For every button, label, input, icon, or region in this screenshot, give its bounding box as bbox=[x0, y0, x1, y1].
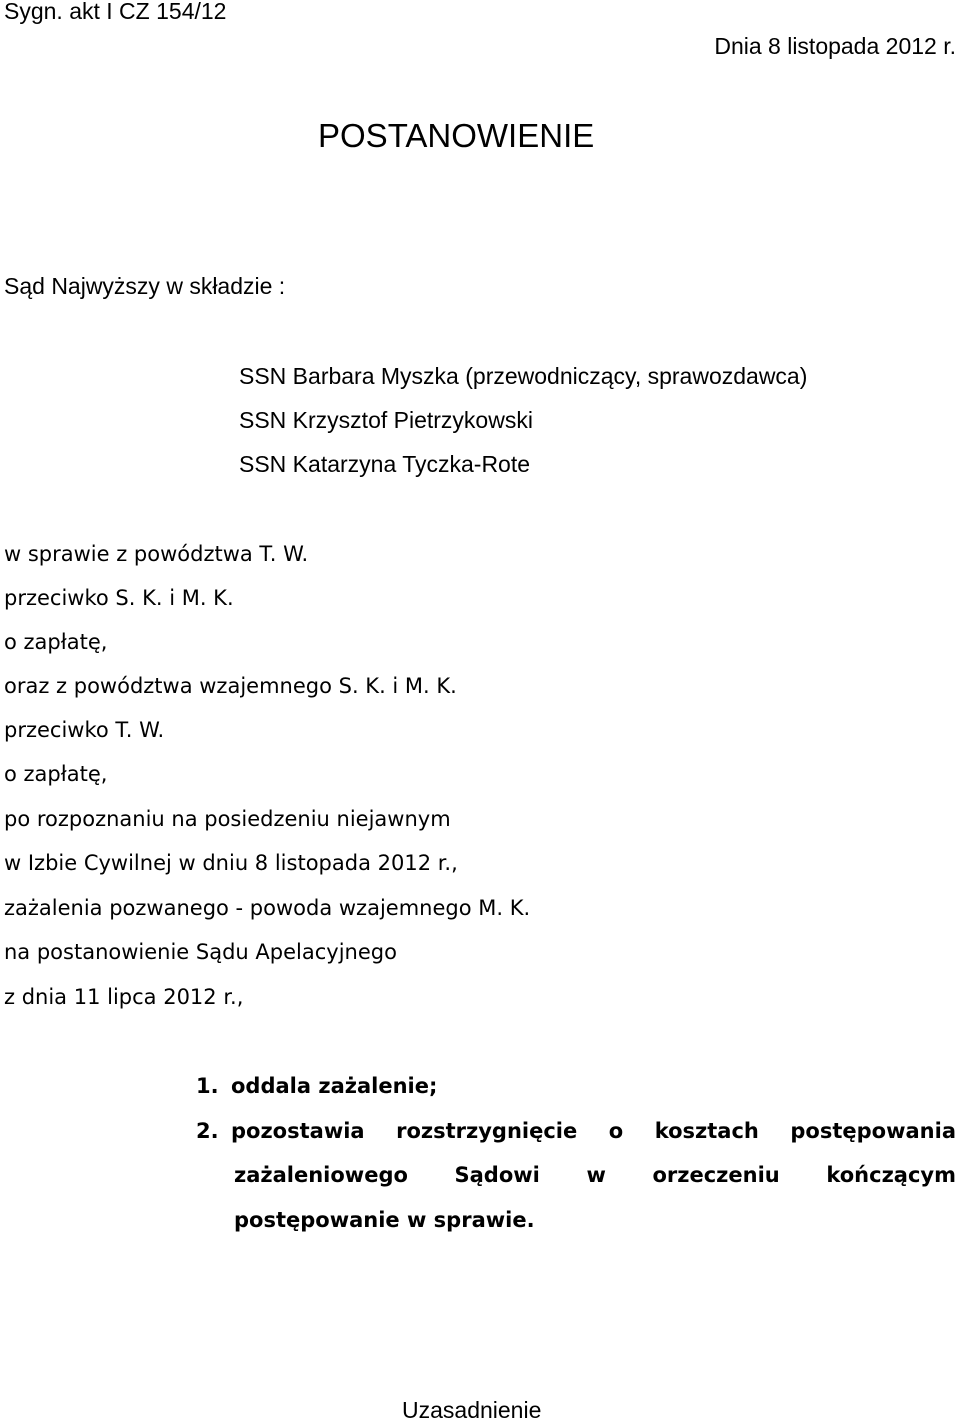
case-line: w sprawie z powództwa T. W. bbox=[4, 542, 309, 566]
judge-line: SSN Barbara Myszka (przewodniczący, sprawozdawca) bbox=[239, 363, 808, 389]
case-line: oraz z powództwa wzajemnego S. K. i M. K. bbox=[4, 674, 457, 698]
ruling-text: postępowanie w sprawie. bbox=[234, 1208, 535, 1232]
case-line: w Izbie Cywilnej w dniu 8 listopada 2012 r., bbox=[4, 851, 458, 875]
case-line: z dnia 11 lipca 2012 r., bbox=[4, 985, 244, 1009]
case-signature: Sygn. akt I CZ 154/12 bbox=[4, 0, 227, 24]
judge-line: SSN Katarzyna Tyczka-Rote bbox=[239, 451, 531, 477]
judge-line: SSN Krzysztof Pietrzykowski bbox=[239, 407, 533, 433]
case-line: na postanowienie Sądu Apelacyjnego bbox=[4, 940, 397, 964]
ruling-text: oddala zażalenie; bbox=[231, 1074, 438, 1098]
document-title: POSTANOWIENIE bbox=[318, 117, 595, 154]
ruling-number: 2. bbox=[196, 1119, 219, 1143]
justification-heading: Uzasadnienie bbox=[402, 1397, 542, 1423]
case-line: o zapłatę, bbox=[4, 630, 108, 654]
case-line: o zapłatę, bbox=[4, 762, 108, 786]
case-line: przeciwko T. W. bbox=[4, 718, 165, 742]
ruling-text: pozostawia rozstrzygnięcie o kosztach postępowania bbox=[231, 1119, 956, 1143]
ruling-text: zażaleniowego Sądowi w orzeczeniu kończącym bbox=[234, 1163, 956, 1187]
court-composition-label: Sąd Najwyższy w składzie : bbox=[4, 273, 286, 299]
ruling-number: 1. bbox=[196, 1074, 219, 1098]
case-line: zażalenia pozwanego - powoda wzajemnego M. K. bbox=[4, 896, 531, 920]
ruling-date: Dnia 8 listopada 2012 r. bbox=[714, 33, 956, 59]
case-line: po rozpoznaniu na posiedzeniu niejawnym bbox=[4, 807, 451, 831]
case-line: przeciwko S. K. i M. K. bbox=[4, 586, 234, 610]
